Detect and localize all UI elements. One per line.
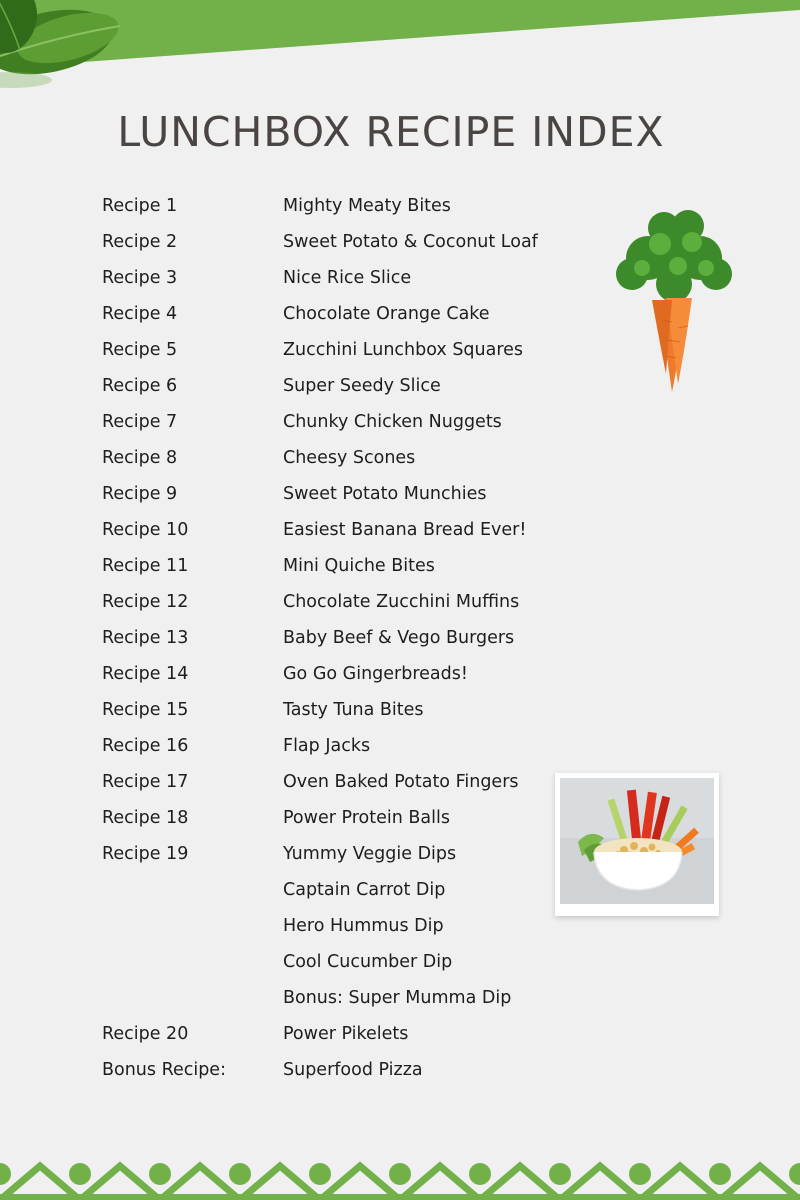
carrot-image (608, 204, 740, 400)
recipe-row (102, 368, 562, 404)
recipe-row (102, 836, 562, 872)
recipe-row (102, 980, 562, 1016)
recipe-name: Chunky Chicken Nuggets (283, 412, 502, 432)
recipe-row (102, 404, 562, 440)
recipe-row (102, 620, 562, 656)
recipe-number: Recipe 8 (102, 448, 178, 468)
recipe-name: Flap Jacks (283, 736, 371, 756)
recipe-name: Super Seedy Slice (283, 376, 441, 396)
recipe-name: Zucchini Lunchbox Squares (283, 340, 524, 360)
recipe-name: Sweet Potato Munchies (283, 484, 487, 504)
recipe-row (102, 656, 562, 692)
recipe-number: Recipe 15 (102, 700, 189, 720)
recipe-name: Oven Baked Potato Fingers (283, 772, 519, 792)
recipe-number: Recipe 7 (102, 412, 178, 432)
recipe-list (102, 188, 562, 1088)
recipe-name: Easiest Banana Bread Ever! (283, 520, 527, 540)
recipe-number: Recipe 13 (102, 628, 189, 648)
recipe-name: Bonus: Super Mumma Dip (283, 988, 512, 1008)
bottom-zigzag-pattern (0, 1160, 800, 1200)
recipe-row (102, 512, 562, 548)
recipe-row (102, 332, 562, 368)
recipe-name: Cool Cucumber Dip (283, 952, 453, 972)
recipe-name: Power Pikelets (283, 1024, 409, 1044)
recipe-row (102, 692, 562, 728)
recipe-row (102, 944, 562, 980)
recipe-name: Go Go Gingerbreads! (283, 664, 468, 684)
recipe-number: Recipe 6 (102, 376, 178, 396)
recipe-number: Recipe 10 (102, 520, 189, 540)
recipe-number: Recipe 12 (102, 592, 189, 612)
recipe-name: Sweet Potato & Coconut Loaf (283, 232, 538, 252)
veggie-dip-bowl-image (560, 778, 714, 904)
recipe-number: Recipe 4 (102, 304, 178, 324)
recipe-row (102, 872, 562, 908)
basil-leaves-image (0, 0, 150, 100)
recipe-name: Captain Carrot Dip (283, 880, 446, 900)
recipe-row (102, 548, 562, 584)
recipe-number: Recipe 11 (102, 556, 189, 576)
recipe-number: Recipe 18 (102, 808, 189, 828)
recipe-number: Recipe 3 (102, 268, 178, 288)
veggie-dip-photo (555, 773, 719, 916)
recipe-number: Recipe 20 (102, 1024, 189, 1044)
recipe-number: Recipe 5 (102, 340, 178, 360)
recipe-name: Yummy Veggie Dips (283, 844, 457, 864)
recipe-row (102, 296, 562, 332)
recipe-number: Recipe 19 (102, 844, 189, 864)
recipe-row (102, 224, 562, 260)
recipe-number: Recipe 1 (102, 196, 178, 216)
recipe-name: Chocolate Orange Cake (283, 304, 490, 324)
recipe-name: Nice Rice Slice (283, 268, 412, 288)
recipe-name: Chocolate Zucchini Muffins (283, 592, 520, 612)
recipe-number: Recipe 2 (102, 232, 178, 252)
recipe-row (102, 476, 562, 512)
recipe-row (102, 1052, 562, 1088)
recipe-name: Mighty Meaty Bites (283, 196, 451, 216)
recipe-row (102, 440, 562, 476)
recipe-name: Tasty Tuna Bites (283, 700, 424, 720)
recipe-number: Recipe 16 (102, 736, 189, 756)
recipe-number: Bonus Recipe: (102, 1060, 226, 1080)
recipe-name: Power Protein Balls (283, 808, 450, 828)
recipe-row (102, 1016, 562, 1052)
recipe-name: Cheesy Scones (283, 448, 416, 468)
recipe-name: Hero Hummus Dip (283, 916, 444, 936)
page-title: LUNCHBOX RECIPE INDEX (117, 108, 665, 156)
recipe-row (102, 584, 562, 620)
recipe-row (102, 260, 562, 296)
recipe-row (102, 800, 562, 836)
recipe-number: Recipe 17 (102, 772, 189, 792)
recipe-number: Recipe 9 (102, 484, 178, 504)
recipe-number: Recipe 14 (102, 664, 189, 684)
recipe-row (102, 728, 562, 764)
recipe-name: Mini Quiche Bites (283, 556, 435, 576)
recipe-name: Baby Beef & Vego Burgers (283, 628, 515, 648)
recipe-row (102, 764, 562, 800)
recipe-name: Superfood Pizza (283, 1060, 423, 1080)
recipe-row (102, 188, 562, 224)
recipe-row (102, 908, 562, 944)
